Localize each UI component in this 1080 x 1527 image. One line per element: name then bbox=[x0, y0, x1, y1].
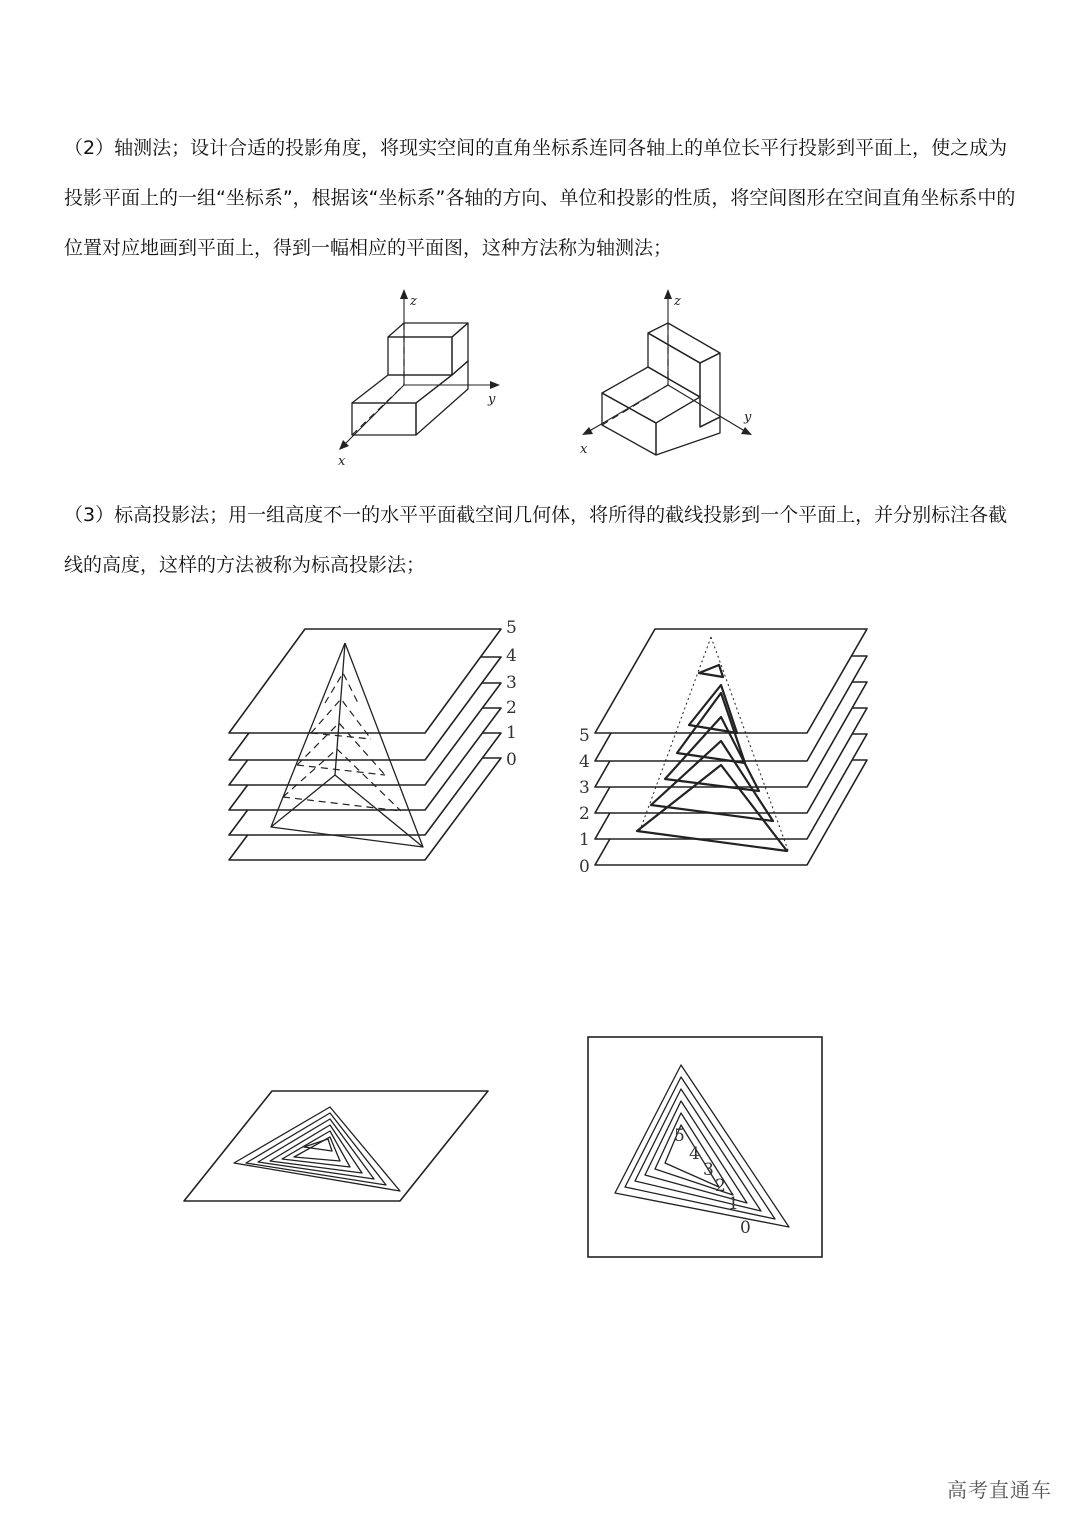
contour-label-1: 1 bbox=[728, 1194, 739, 1214]
level-label-0: 0 bbox=[506, 750, 517, 770]
y-axis-label: y bbox=[744, 410, 752, 425]
paragraph-contour: （3）标高投影法；用一组高度不一的水平平面截空间几何体，将所得的截线投影到一个平面上，并分别标注各截线的高度，这样的方法被称为标高投影法； bbox=[64, 504, 1008, 576]
x-arrowhead bbox=[582, 427, 593, 435]
paragraph-axonometric: （2）轴测法；设计合适的投影角度，将现实空间的直角坐标系连同各轴上的单位长平行投影到平面上，使之成为投影平面上的一组“坐标系”，根据该“坐标系”各轴的方向、单位和投影的性质，将空间图形在空间直角坐标系中的位置对应地画到平面上，得到一幅相应的平面图，这种方法称为轴测法； bbox=[64, 137, 1016, 259]
axonometric-figure-right bbox=[570, 285, 770, 475]
stacked-planes bbox=[595, 629, 867, 865]
level-label-4: 4 bbox=[579, 752, 590, 772]
level-label-3: 3 bbox=[579, 778, 590, 798]
contour-label-5: 5 bbox=[674, 1126, 685, 1146]
contour-map-figure bbox=[585, 1035, 827, 1261]
level-label-1: 1 bbox=[506, 723, 517, 743]
level-label-5: 5 bbox=[579, 726, 590, 746]
z-axis-label: z bbox=[674, 294, 681, 309]
watermark: 高考直通车 bbox=[947, 1478, 1052, 1502]
z-arrowhead bbox=[400, 289, 408, 299]
z-arrowhead bbox=[664, 289, 672, 299]
stacked-planes bbox=[229, 629, 501, 860]
contour-label-2: 2 bbox=[715, 1176, 726, 1196]
projected-contours-figure bbox=[180, 1085, 495, 1210]
x-axis-label: x bbox=[580, 442, 588, 457]
cross-section-figure bbox=[575, 625, 875, 880]
level-labels-left bbox=[579, 726, 590, 877]
z-axis-label: z bbox=[410, 294, 417, 309]
contour-label-4: 4 bbox=[689, 1144, 700, 1164]
axonometric-figure-left bbox=[330, 285, 520, 475]
contour-height-labels bbox=[674, 1126, 751, 1238]
projection-plane bbox=[184, 1091, 488, 1201]
level-label-4: 4 bbox=[506, 646, 517, 666]
level-label-5: 5 bbox=[506, 618, 517, 638]
x-axis-label: x bbox=[338, 454, 346, 469]
x-axis bbox=[342, 385, 404, 447]
level-label-1: 1 bbox=[579, 830, 590, 850]
nested-contours bbox=[615, 1065, 789, 1227]
level-label-3: 3 bbox=[506, 673, 517, 693]
y-arrowhead bbox=[490, 381, 500, 389]
contour-label-3: 3 bbox=[703, 1160, 714, 1180]
level-label-2: 2 bbox=[506, 698, 517, 718]
level-label-2: 2 bbox=[579, 804, 590, 824]
step-solid-left bbox=[352, 323, 468, 435]
sliced-pyramid-figure bbox=[225, 615, 525, 870]
y-arrowhead bbox=[741, 427, 752, 435]
contour-label-0: 0 bbox=[740, 1218, 751, 1238]
level-labels-right bbox=[506, 618, 517, 770]
y-axis-label: y bbox=[488, 392, 496, 407]
level-label-0: 0 bbox=[579, 857, 590, 877]
